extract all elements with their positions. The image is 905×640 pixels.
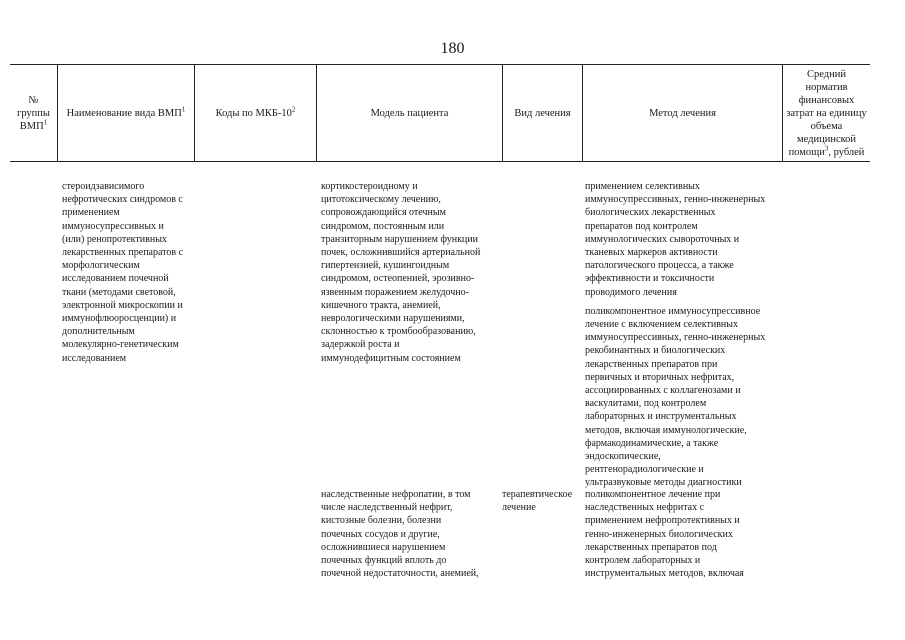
vmp-name-line: нефротических синдромов с: [62, 194, 183, 206]
patient-model-line: числе наследственный нефрит,: [321, 502, 453, 514]
treatment-type-line: лечение: [502, 502, 536, 514]
patient-model-line: сопровождающийся отечным: [321, 207, 446, 219]
header-vmp-name: [58, 65, 195, 161]
treatment-method-line: контролем лабораторных и: [585, 555, 701, 567]
patient-model-line: кортикостероидному и: [321, 181, 418, 192]
patient-model-line: неврологическими нарушениями,: [321, 313, 465, 325]
treatment-method-cell-2: [585, 488, 744, 580]
vmp-name-line: лекарственных препаратов с: [62, 247, 184, 259]
treatment-method-line: наследственных нефритах с: [585, 502, 705, 514]
patient-model-line: транзиторным нарушением функции: [321, 233, 478, 245]
header-icd-codes-text: Коды по МКБ-10: [215, 107, 292, 119]
vmp-name-line: стероидзависимого: [62, 181, 145, 192]
header-treatment-method-text: Метод лечения: [649, 107, 716, 119]
header-vmp-name-sup: 1: [181, 105, 186, 113]
patient-model-line: кишечного тракта, анемией,: [321, 299, 441, 311]
header-group-no-sup: 1: [43, 118, 48, 126]
treatment-method-line: лекарственных препаратов при: [585, 358, 718, 370]
header-vmp-name-text: Наименование вида ВМП: [66, 107, 182, 119]
vmp-name-line: исследованием почечной: [62, 273, 169, 285]
vmp-name-line: морфологическим: [62, 260, 140, 272]
header-icd-codes-sup: 2: [291, 105, 296, 113]
treatment-method-line: методов, включая иммунологические,: [585, 424, 747, 436]
patient-model-line: цитотоксическому лечению,: [321, 194, 441, 206]
patient-model-line: осложнившиеся нарушением: [321, 541, 446, 553]
header-icd-codes: [195, 65, 317, 161]
treatment-method-line: иммуносупрессивных, генно-инженерных: [585, 332, 766, 344]
patient-model-cell-2: [321, 488, 479, 580]
treatment-method-line: первичных и вторичных нефритах,: [585, 371, 735, 383]
treatment-method-cell: [585, 180, 765, 490]
vmp-name-line: (или) ренопротективных: [62, 233, 167, 245]
patient-model-line: иммунодефицитным состоянием: [321, 352, 461, 364]
header-group-no: [10, 65, 58, 161]
patient-model-line: кистозные болезни, болезни: [321, 515, 442, 527]
treatment-method-line: поликомпонентное иммуносупрессивное: [585, 305, 761, 317]
treatment-method-line: иммунологических сывороточных и: [585, 233, 740, 245]
patient-model-line: наследственные нефропатии, в том: [321, 489, 471, 500]
header-treatment-type: [503, 65, 583, 161]
vmp-name-line: иммуносупрессивных и: [62, 220, 164, 232]
patient-model-line: синдромом, постоянным или: [321, 220, 445, 232]
patient-model-line: почечных функций вплоть до: [321, 555, 447, 567]
treatment-method-line: иммуносупрессивных, генно-инженерных: [585, 194, 766, 206]
treatment-method-line: инструментальных методов, включая: [585, 568, 744, 580]
treatment-method-line: ассоциированных с коллагенозами и: [585, 385, 741, 397]
patient-model-line: склонностью к тромбообразованию,: [321, 326, 476, 338]
header-patient-model-text: Модель пациента: [370, 107, 449, 119]
treatment-method-line: тканевых маркеров активности: [585, 247, 718, 259]
treatment-method-line: эндоскопические,: [585, 451, 661, 463]
patient-model-cell: [321, 180, 480, 365]
header-treatment-type-text: Вид лечения: [514, 107, 571, 119]
patient-model-line: почечной недостаточности, анемией,: [321, 568, 479, 580]
treatment-method-line: васкулитами, под контролем: [585, 398, 707, 410]
treatment-method-line: применением селективных: [585, 181, 700, 192]
treatment-method-line: эффективности и токсичности: [585, 273, 715, 285]
patient-model-line: почек, осложнившийся артериальной: [321, 247, 481, 259]
page-number: 180: [440, 40, 465, 57]
treatment-type-line: терапевтическое: [502, 489, 573, 500]
vmp-name-line: исследованием: [62, 352, 127, 364]
treatment-method-line: биологических лекарственных: [585, 207, 716, 219]
treatment-method-line: лекарственных препаратов под: [585, 541, 717, 553]
treatment-type-cell-2: [502, 488, 572, 514]
treatment-method-line: фармакодинамические, а также: [585, 437, 719, 449]
patient-model-line: язвенным поражением желудочно-: [321, 286, 469, 298]
patient-model-line: почечных сосудов и другие,: [321, 528, 440, 540]
vmp-name-line: дополнительным: [62, 326, 135, 338]
header-treatment-method: [583, 65, 783, 161]
patient-model-line: гипертензией, кушингоидным: [321, 260, 450, 272]
vmp-name-line: применением: [62, 207, 120, 219]
header-cost-norm: [783, 65, 870, 161]
treatment-method-line: проводимого лечения: [585, 286, 677, 298]
vmp-name-line: молекулярно-генетическим: [62, 339, 179, 351]
treatment-method-line: рекобинантных и биологических: [585, 345, 726, 357]
treatment-method-line: рентгенорадиологические и: [585, 464, 704, 476]
treatment-method-line: лечение с включением селективных: [585, 319, 738, 331]
table-header: [10, 64, 870, 162]
treatment-method-line: ультразвуковые методы диагностики: [585, 477, 742, 489]
treatment-method-line: поликомпонентное лечение при: [585, 489, 721, 500]
header-cost-norm-unit: , рублей: [828, 146, 865, 158]
vmp-name-cell: [62, 180, 183, 365]
treatment-method-line: лабораторных и инструментальных: [585, 411, 737, 423]
treatment-method-line: генно-инженерных биологических: [585, 528, 733, 540]
treatment-method-line: патологического процесса, а также: [585, 260, 734, 272]
header-patient-model: [317, 65, 503, 161]
patient-model-line: задержкой роста и: [321, 339, 400, 351]
vmp-name-line: ткани (методами световой,: [62, 286, 176, 298]
vmp-name-line: электронной микроскопии и: [62, 299, 183, 311]
header-cost-norm-sup: 3: [824, 144, 829, 152]
header-group-no-text: № группы ВМП: [17, 94, 50, 132]
patient-model-line: синдромом, остеопенией, эрозивно-: [321, 273, 475, 285]
treatment-method-line: применением нефропротективных и: [585, 515, 740, 527]
vmp-name-line: иммунофлюоросценции) и: [62, 313, 177, 325]
header-cost-norm-text: Средний норматив финансовых затрат на единицу объема медицинской помощи: [786, 68, 867, 158]
treatment-method-line: препаратов под контролем: [585, 220, 698, 232]
